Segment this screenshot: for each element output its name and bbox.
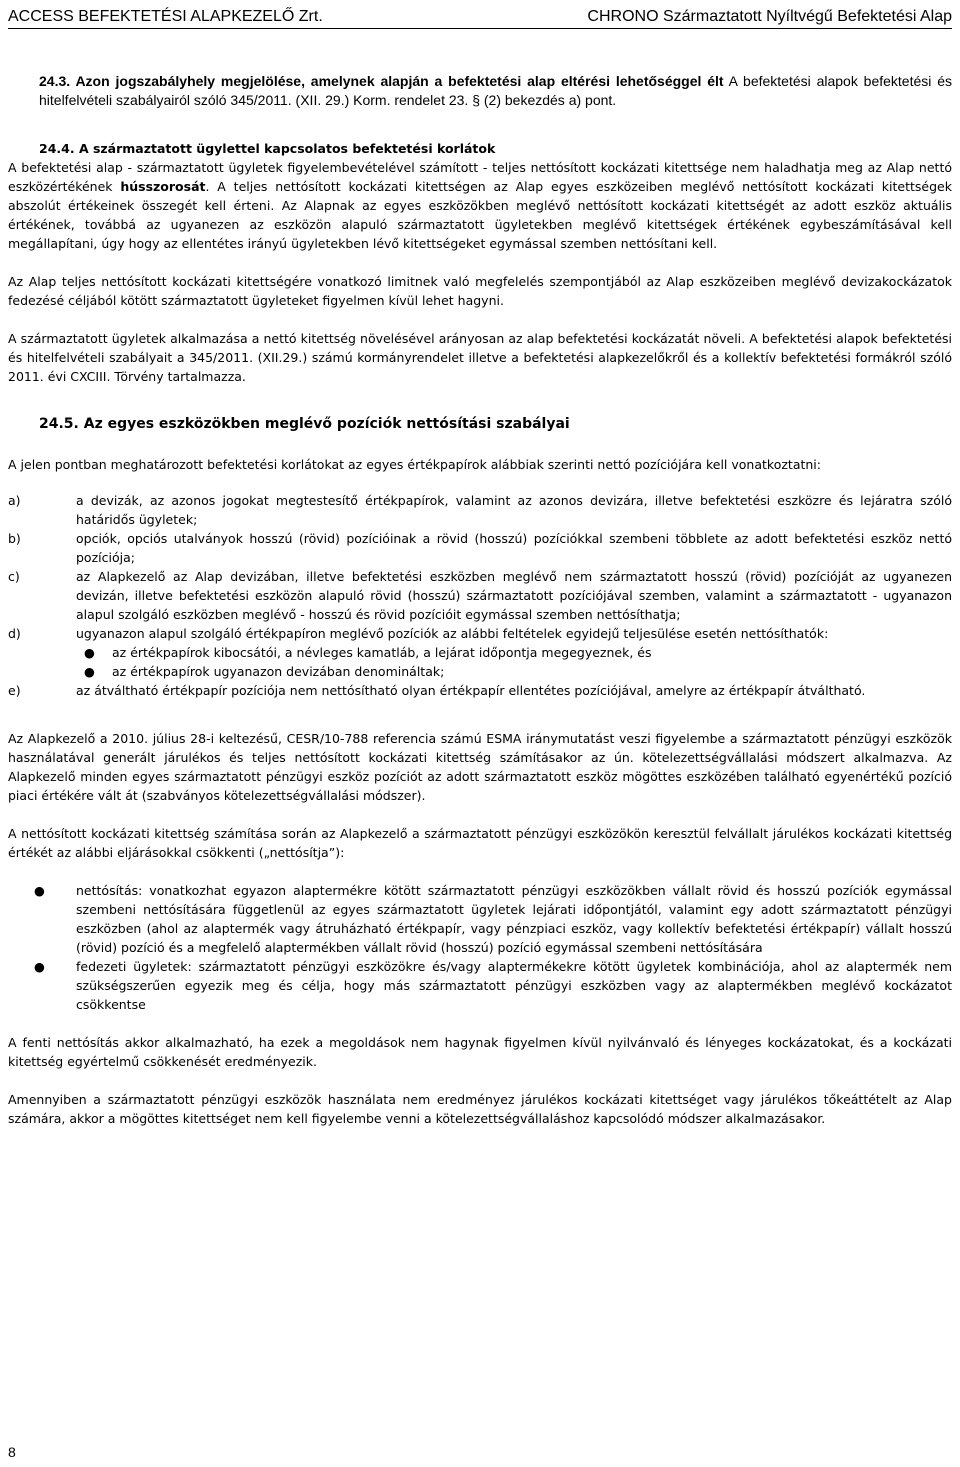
list-item-text: opciók, opciós utalványok hosszú (rövid) pozícióinak a rövid (hosszú) pozíciókkal szembeni többlete az adott befektetési eszköz nettó pozíciója; [76,531,952,565]
list-item-text: az Alapkezelő az Alap devizában, illetve befektetési eszközben meglévő nem származtatott hosszú (rövid) pozícióját az ugyanezen devizán, illetve befektetési eszközön alapuló rövid (hosszú) származtatott pozíciójával szemben, valamint a származtatott - ugyanazon alapul szolgáló eszközben meglévő - hosszú és rövid pozícióit egymással szemben nettósíthatja; [76,569,952,622]
section-24-3-text: A befektetési alapok befektetési és hitelfelvételi szabályairól szóló 345/2011. (XII. 29.) Korm. rendelet 23. § (2) bekezdés a) pont. [39,73,952,108]
document-body [8,72,952,1128]
esma-paragraph: Az Alapkezelő a 2010. július 28-i keltezésű, CESR/10-788 referencia számú ESMA iránymutatást veszi figyelembe a származtatott pénzügyi eszközök használatával generált járulékos és teljes nettósított kockázati kitettség számításakor az ún. kötelezettségvállalási módszert alkalmazva. Az Alapkezelő minden egyes származtatott pénzügyi eszköz pozíciót az adott származtatott eszköz mögöttes eszközében található egyenértékű pozíció piaci értékére vált át (szabványos kötelezettségvállalási módszer). [8,731,952,803]
list-item [8,529,952,567]
list-item-label: b) [8,531,21,546]
netting-rules-list [8,491,952,700]
section-24-5-intro: A jelen pontban meghatározott befektetési korlátokat az egyes értékpapírok alábbiak szerinti nettó pozíciójára kell vonatkoztatni: [8,457,821,472]
page-number: 8 [8,1444,16,1460]
list-item-text: az átváltható értékpapír pozíciója nem nettósítható olyan értékpapír ellentétes pozíciójával, amelyre az értékpapír átváltható. [76,683,866,698]
netting-bullets [8,881,952,1014]
fenti-paragraph: A fenti nettósítás akkor alkalmazható, ha ezek a megoldások nem hagynak figyelmen kívül nyilvánvaló és lényeges kockázatokat, és a kockázati kitettség egyértelmű csökkenését eredményezik. [8,1035,952,1069]
list-item-text: a devizák, az azonos jogokat megtestesítő értékpapírok, valamint az azonos devizára, illetve befektetési eszközre és lejáratra szóló határidős ügyletek; [76,493,952,527]
page-header [8,6,952,29]
netting-paragraph: A nettósított kockázati kitettség számítása során az Alapkezelő a származtatott pénzügyi eszközökön keresztül felvállalt járulékos kockázati kitettség értékét az alábbi eljárásokkal csökkenti („nettósítja”): [8,826,952,860]
list-item [8,567,952,624]
bullet-dot-icon: ● [84,664,95,679]
header-company: ACCESS BEFEKTETÉSI ALAPKEZELŐ Zrt. [8,8,323,25]
list-item-label: d) [8,626,21,641]
sub-bullet-text: az értékpapírok kibocsátói, a névleges kamatláb, a lejárat időpontja megegyeznek, és [112,645,652,660]
bullet-text: fedezeti ügyletek: származtatott pénzügyi eszközökre és/vagy alaptermékekre kötött ügyletek kombinációja, ahol az alaptermék nem szükségszerűen egyezik meg és célja, hogy más származtatott pénzügyi eszközben vagy az alaptermékben meglévő kockázatot csökkentse [76,959,952,1012]
bullet-dot-icon: ● [34,883,45,898]
header-fund-name: CHRONO Származtatott Nyíltvégű Befektetési Alap [587,8,952,25]
list-item-label: a) [8,493,21,508]
sub-bullet-text: az értékpapírok ugyanazon devizában denomináltak; [112,664,445,679]
sub-bullet-item [8,662,952,681]
p1-bold-limit: hússzorosát [120,179,206,194]
bullet-text: nettósítás: vonatkozhat egyazon alaptermékre kötött származtatott pénzügyi eszközökben vállalt rövid és hosszú pozíciók egymással szembeni nettósítására függetlenül az egyes származtatott ügyletek lejárati időpontjától, valamint egy adott származtatott pénzügyi eszközben (ahol az alaptermék vagy átruházható értékpapír, vagy pénzpiaci eszköz, vagy kollektív befektetési értékpapír) vállalt hosszú (rövid) pozíció és a megfelelő alaptermékben vállalt rövid (hosszú) pozíció egymással szembeni nettósítására [76,883,952,955]
section-24-4-paragraph-1 [8,158,952,253]
section-24-4-paragraph-2: Az Alap teljes nettósított kockázati kitettségére vonatkozó limitnek való megfelelés szempontjából az Alap eszközeiben meglévő devizakockázatok fedezésé céljából kötött származtatott ügyleteket figyelmen kívül lehet hagyni. [8,274,952,308]
section-24-4-paragraph-3: A származtatott ügyletek alkalmazása a nettó kitettség növelésével arányosan az alap befektetési kockázatát növeli. A befektetési alapok befektetési és hitelfelvételi szabályait a 345/2011. (XII.29.) számú kormányrendelet illetve a befektetési alapkezelőkről és a kollektív befektetési formákról szóló 2011. évi CXCIII. Törvény tartalmazza. [8,331,952,384]
p1-part-c: . A teljes nettósított kockázati kitettségen az Alap egyes eszközeiben meglévő nettósított kockázati kitettségek abszolút értékeinek összegét kell érteni. Az Alapnak az egyes eszközökben meglévő nettósított kockázati kitettségét az adott eszköz aktuális értékének, továbbá az ugyanezen az eszközön alapuló származtatott ügyletekben meglévő kitettségek értékének egybeszámításával kell megállapítani, úgy hogy az ellentétes irányú ügyletekben lévő kitettségeket egymással szemben nettósítani kell. [8,179,952,251]
section-24-3 [39,72,952,110]
list-item [8,624,952,643]
bullet-dot-icon: ● [34,959,45,974]
p1-part-a: A befektetési alap - származtatott ügyletek figyelembevételével számított - teljes nettósított kockázati kitettsége nem haladhatja meg az Alap nettó eszközértékének [8,160,952,194]
list-item-label: e) [8,683,21,698]
section-24-5-heading: 24.5. Az egyes eszközökben meglévő pozíciók nettósítási szabályai [39,416,570,432]
bullet-item [8,881,952,957]
sub-bullet-item [8,643,952,662]
list-item [8,491,952,529]
list-item-label: c) [8,569,20,584]
section-24-4-heading: 24.4. A származtatott ügylettel kapcsolatos befektetési korlátok [39,141,496,156]
section-24-3-heading: 24.3. Azon jogszabályhely megjelölése, amelynek alapján a befektetési alap eltérési lehetőséggel élt [39,73,724,89]
bullet-dot-icon: ● [84,645,95,660]
list-item-text: ugyanazon alapul szolgáló értékpapíron meglévő pozíciók az alábbi feltételek egyidejű teljesülése esetén nettósíthatók: [76,626,829,641]
bullet-item [8,957,952,1014]
list-item [8,681,952,700]
amennyiben-paragraph: Amennyiben a származtatott pénzügyi eszközök használata nem eredményez járulékos kockázati kitettséget vagy járulékos tőkeáttételt az Alap számára, akkor a mögöttes kitettséget nem kell figyelembe venni a kötelezettségvállaláshoz kapcsolódó módszer alkalmazásakor. [8,1092,952,1126]
